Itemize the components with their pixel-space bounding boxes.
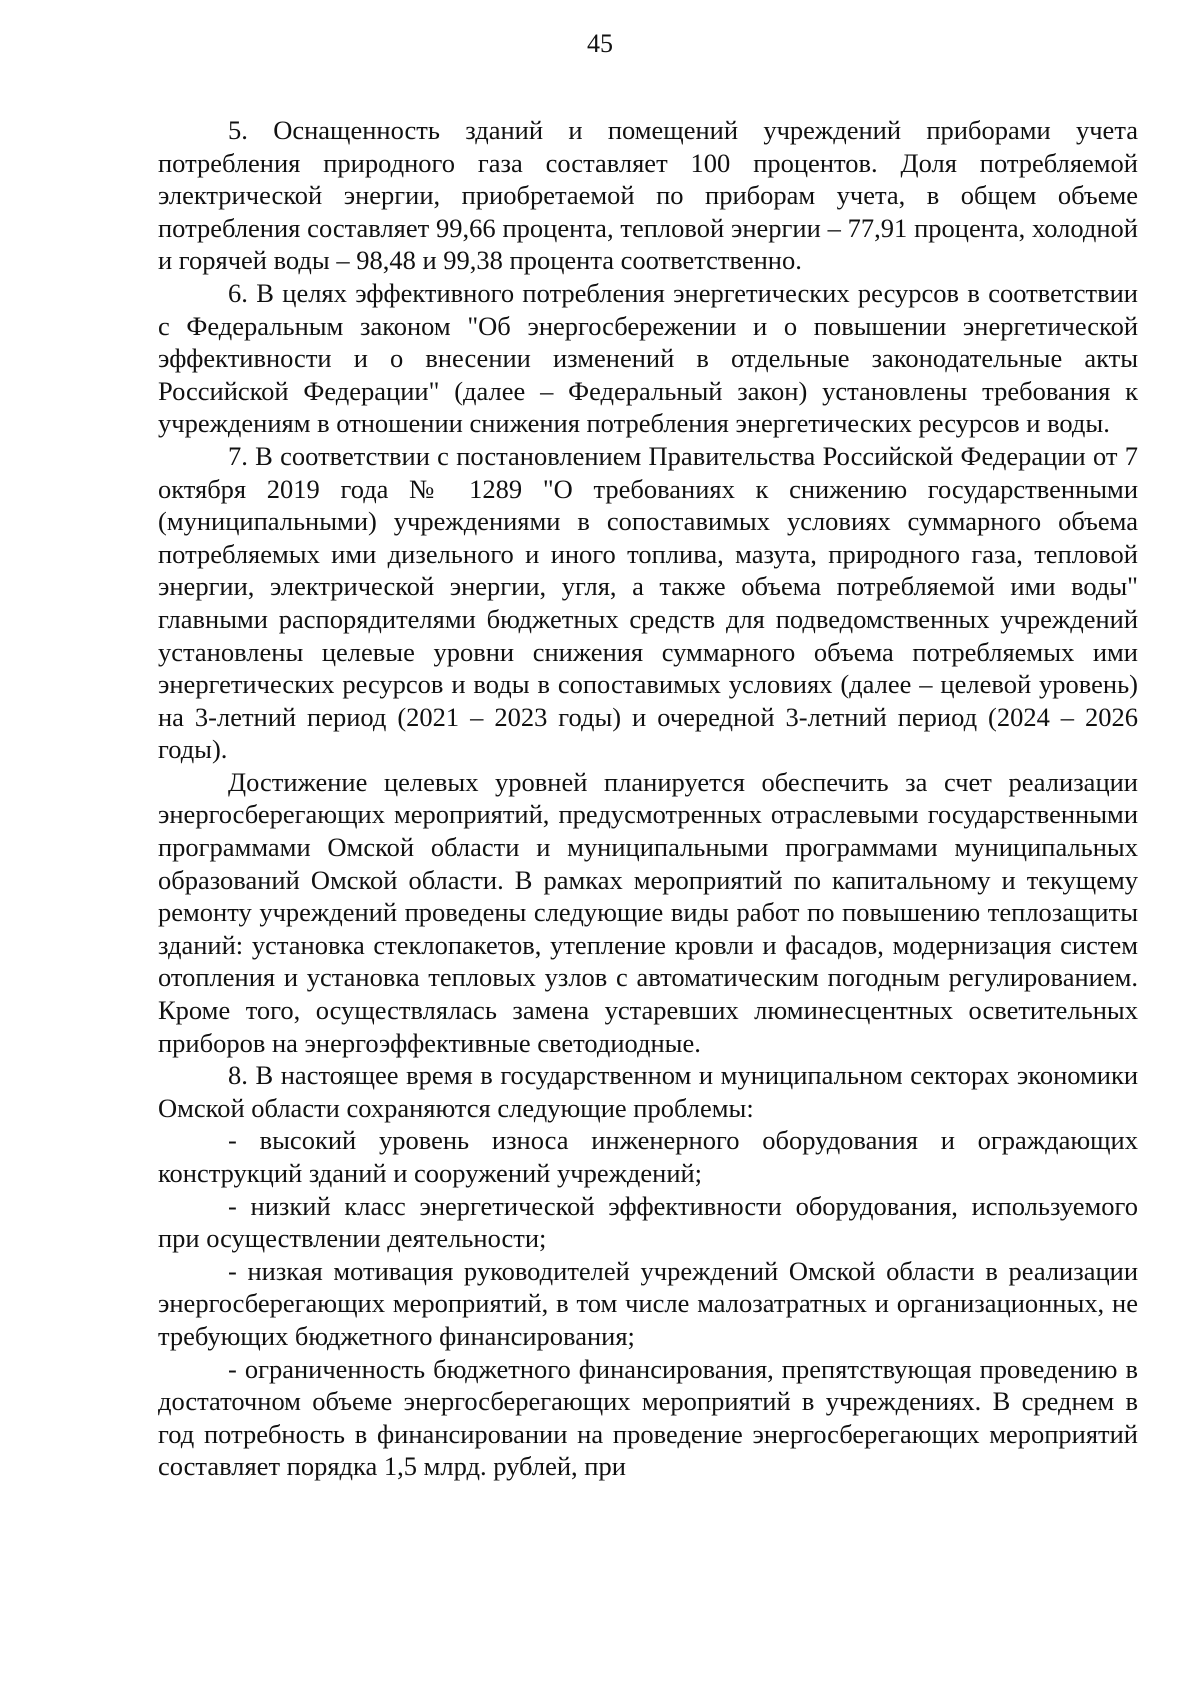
list-item-low-efficiency-class: - низкий класс энергетической эффективности оборудования, используемого при осуществлении деятельности;	[158, 1190, 1138, 1254]
paragraph-8-problems: 8. В настоящее время в государственном и муниципальном секторах экономики Омской области сохраняются следующие проблемы:	[158, 1060, 1138, 1123]
page-number: 45	[587, 29, 613, 58]
paragraph-6-requirements: 6. В целях эффективного потребления энергетических ресурсов в соответствии с Федеральным законом "Об энергосбережении и о повышении энергетической эффективности и о внесении изменений в отдельные законодательные акты Российской Федерации" (далее – Федеральный закон) установлены требования к учреждениям в отношении снижения потребления энергетических ресурсов и воды.	[158, 277, 1138, 439]
paragraph-target-achievement: Достижение целевых уровней планируется обеспечить за счет реализации энергосберегающих мероприятий, предусмотренных отраслевыми государственными программами Омской области и муниципальными программами муниципальных образований Омской области. В рамках мероприятий по капитальному и текущему ремонту учреждений проведены следующие виды работ по повышению теплозащиты зданий: установка стеклопакетов, утепление кровли и фасадов, модернизация систем отопления и установка тепловых узлов с автоматическим погодным регулированием. Кроме того, осуществлялась замена устаревших люминесцентных осветительных приборов на энергоэффективные светодиодные.	[158, 766, 1138, 1058]
list-item-limited-funding: - ограниченность бюджетного финансирования, препятствующая проведению в достаточном объеме энергосберегающих мероприятий в учреждениях. В среднем в год потребность в финансировании на проведение энергосберегающих мероприятий составляет порядка 1,5 млрд. рублей, при	[158, 1353, 1138, 1482]
document-body	[158, 114, 1138, 1483]
list-item-equipment-wear: - высокий уровень износа инженерного оборудования и ограждающих конструкций зданий и сооружений учреждений;	[158, 1125, 1138, 1188]
paragraph-7-target-levels: 7. В соответствии с постановлением Правительства Российской Федерации от 7 октября 2019 года № 1289 "О требованиях к снижению государственными (муниципальными) учреждениями в сопоставимых условиях суммарного объема потребляемых ими дизельного и иного топлива, мазута, природного газа, тепловой энергии, электрической энергии, угля, а также объема потребляемой ими воды" главными распорядителями бюджетных средств для подведомственных учреждений установлены целевые уровни снижения суммарного объема потребляемых ими энергетических ресурсов и воды в сопоставимых условиях (далее – целевой уровень) на 3-летний период (2021 – 2023 годы) и очередной 3-летний период (2024 – 2026 годы).	[158, 440, 1138, 765]
paragraph-5-metering: 5. Оснащенность зданий и помещений учреждений приборами учета потребления природного газа составляет 100 процентов. Доля потребляемой электрической энергии, приобретаемой по приборам учета, в общем объеме потребления составляет 99,66 процента, тепловой энергии – 77,91 процента, холодной и горячей воды – 98,48 и 99,38 процента соответственно.	[158, 115, 1138, 276]
list-item-low-motivation: - низкая мотивация руководителей учреждений Омской области в реализации энергосберегающих мероприятий, в том числе малозатратных и организационных, не требующих бюджетного финансирования;	[158, 1255, 1138, 1351]
